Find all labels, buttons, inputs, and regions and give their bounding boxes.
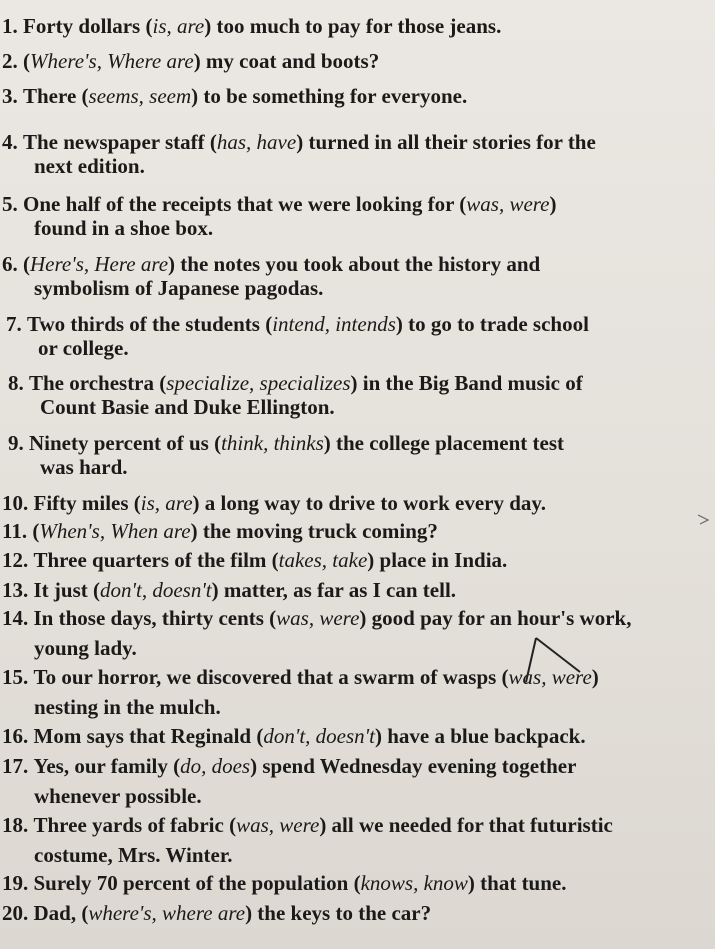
item-text-end: ) the keys to the car? [245, 901, 432, 925]
item-number: 9. [8, 431, 24, 455]
item-choices: takes, take [278, 548, 368, 572]
list-item [2, 754, 707, 808]
item-text-end: ) [591, 665, 599, 689]
item-text-end: ) that tune. [467, 871, 567, 895]
item-number: 4. [2, 130, 18, 154]
item-text-start: ( [23, 252, 30, 276]
item-text-start: The orchestra ( [29, 371, 167, 395]
list-item [2, 491, 707, 515]
list-item [2, 813, 707, 867]
item-continuation: costume, Mrs. Winter. [34, 843, 233, 867]
item-choices: Here's, Here are [30, 252, 169, 276]
list-item [2, 130, 707, 178]
item-continuation: young lady. [34, 636, 137, 660]
item-number: 8. [8, 371, 24, 395]
item-text-start: Three quarters of the film ( [33, 548, 279, 572]
item-choices: do, does [180, 754, 251, 778]
item-number: 2. [2, 49, 18, 73]
item-text-end: ) to go to trade school [395, 312, 589, 336]
item-choices: where's, where are [88, 901, 246, 925]
item-number: 17. [2, 754, 29, 778]
item-number: 20. [2, 901, 29, 925]
item-number: 14. [2, 606, 29, 630]
item-text-end: ) in the Big Band music of [350, 371, 583, 395]
list-item [2, 519, 707, 543]
item-choices: was, were [276, 606, 360, 630]
item-text-end: ) my coat and boots? [193, 49, 380, 73]
item-text-end: ) [549, 192, 557, 216]
item-continuation: symbolism of Japanese pagodas. [34, 276, 324, 300]
list-item [2, 871, 707, 895]
item-text-end: ) matter, as far as I can tell. [211, 578, 457, 602]
item-choices: think, thinks [221, 431, 324, 455]
item-choices: Where's, Where are [30, 49, 194, 73]
item-number: 11. [2, 519, 28, 543]
item-text-start: Surely 70 percent of the population ( [33, 871, 361, 895]
list-item [2, 901, 707, 925]
item-choices: is, are [152, 14, 205, 38]
item-number: 19. [2, 871, 29, 895]
list-item [8, 431, 713, 479]
list-item [2, 14, 707, 38]
item-continuation: found in a shoe box. [34, 216, 214, 240]
item-number: 13. [2, 578, 29, 602]
item-text-end: ) to be something for everyone. [191, 84, 468, 108]
item-choices: knows, know [360, 871, 468, 895]
list-item [2, 665, 707, 719]
list-item [2, 192, 707, 240]
item-number: 15. [2, 665, 29, 689]
list-item [2, 548, 707, 572]
item-text-end: ) the college placement test [323, 431, 564, 455]
item-number: 16. [2, 724, 29, 748]
item-text-end: ) place in India. [367, 548, 508, 572]
item-continuation: whenever possible. [34, 784, 202, 808]
item-text-end: ) turned in all their stories for the [296, 130, 596, 154]
item-continuation: Count Basie and Duke Ellington. [40, 395, 335, 419]
item-number: 6. [2, 252, 18, 276]
item-text-end: ) a long way to drive to work every day. [192, 491, 546, 515]
item-number: 10. [2, 491, 29, 515]
item-number: 7. [6, 312, 22, 336]
item-continuation: nesting in the mulch. [34, 695, 221, 719]
item-choices: don't, doesn't [263, 724, 375, 748]
item-number: 1. [2, 14, 18, 38]
list-item [2, 49, 707, 73]
item-text-start: Yes, our family ( [33, 754, 181, 778]
item-text-start: Ninety percent of us ( [29, 431, 222, 455]
item-choices: was, were [236, 813, 320, 837]
item-text-start: Fifty miles ( [33, 491, 141, 515]
list-item [8, 371, 713, 419]
item-text-end: ) the moving truck coming? [190, 519, 438, 543]
item-text-start: One half of the receipts that we were looking for ( [23, 192, 467, 216]
list-item [2, 252, 707, 300]
item-text-end: ) have a blue backpack. [375, 724, 586, 748]
item-choices: don't, doesn't [100, 578, 212, 602]
item-number: 18. [2, 813, 29, 837]
item-number: 3. [2, 84, 18, 108]
list-item [2, 606, 707, 660]
item-text-start: Two thirds of the students ( [27, 312, 273, 336]
item-text-start: The newspaper staff ( [23, 130, 217, 154]
item-choices: was, were [508, 665, 592, 689]
item-text-start: ( [32, 519, 40, 543]
item-continuation: was hard. [40, 455, 128, 479]
list-item [2, 578, 707, 602]
item-number: 5. [2, 192, 18, 216]
item-text-start: There ( [23, 84, 89, 108]
item-text-start: ( [23, 49, 30, 73]
item-text-start: Mom says that Reginald ( [33, 724, 264, 748]
item-continuation: next edition. [34, 154, 145, 178]
list-item [2, 84, 707, 108]
item-continuation: or college. [38, 336, 129, 360]
item-text-start: It just ( [33, 578, 100, 602]
item-choices: was, were [466, 192, 550, 216]
item-choices: intend, intends [272, 312, 396, 336]
item-text-start: To our horror, we discovered that a swarm of wasps ( [33, 665, 509, 689]
item-text-start: In those days, thirty cents ( [33, 606, 277, 630]
item-choices: When's, When are [39, 519, 191, 543]
item-choices: has, have [216, 130, 297, 154]
item-text-end: ) good pay for an hour's work, [359, 606, 632, 630]
item-text-end: ) all we needed for that futuristic [319, 813, 613, 837]
item-text-end: ) the notes you took about the history and [168, 252, 541, 276]
item-text-end: ) too much to pay for those jeans. [204, 14, 502, 38]
item-number: 12. [2, 548, 29, 572]
item-text-start: Dad, ( [33, 901, 89, 925]
item-text-start: Three yards of fabric ( [33, 813, 237, 837]
list-item [2, 724, 707, 748]
item-choices: seems, seem [88, 84, 192, 108]
list-item [6, 312, 711, 360]
item-choices: specialize, specializes [166, 371, 351, 395]
item-choices: is, are [140, 491, 193, 515]
item-text-end: ) spend Wednesday evening together [250, 754, 577, 778]
item-text-start: Forty dollars ( [23, 14, 153, 38]
